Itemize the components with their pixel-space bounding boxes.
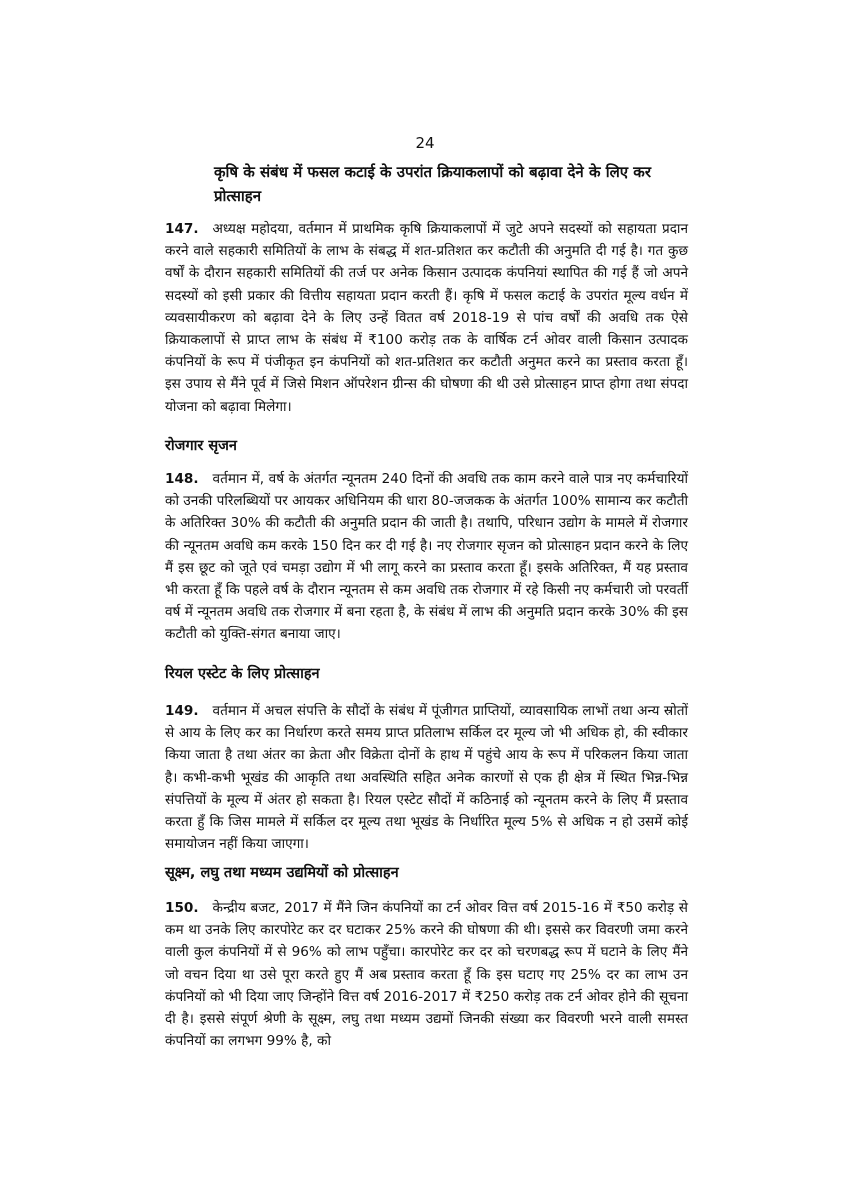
paragraph-text: केन्द्रीय बजट, 2017 में मैंने जिन कंपनियों का टर्न ओवर वित्त वर्ष 2015-16 में ₹50 करोड़ से कम था उनके लिए कारपोरेट कर दर घटाकर 25% करने की घोषणा की थी। इससे कर विवरणी जमा करने वाली कुल कंपनियों में से 96% को लाभ पहुँचा। कारपोरेट कर दर को चरणबद्ध रूप में घटाने के लिए मैंने जो वचन दिया था उसे पूरा करते हुए मैं अब प्रस्ताव करता हूँ कि इस घटाए गए 25% दर का लाभ उन कंपनियों को भी दिया जाए जिन्होंने वित्त वर्ष 2016-2017 में ₹250 करोड़ तक टर्न ओवर होने की सूचना दी है। इससे संपूर्ण श्रेणी के सूक्ष्म, लघु तथा मध्यम उद्यमों जिनकी संख्या कर विवरणी भरने वाली समस्त कंपनियों का लगभग 99% है, को: [165, 900, 688, 1050]
paragraph-number: 147.: [165, 221, 199, 237]
paragraph-number: 148.: [165, 471, 199, 487]
paragraph-text: अध्यक्ष महोदया, वर्तमान में प्राथमिक कृषि क्रियाकलापों में जुटे अपने सदस्यों को सहायता प्रदान करने वाले सहकारी समितियों के लाभ के संबद्ध में शत-प्रतिशत कर कटौती की अनुमति दी गई है। गत कुछ वर्षों के दौरान सहकारी समितियों की तर्ज पर अनेक किसान उत्पादक कंपनियां स्थापित की गई हैं जो अपने सदस्यों को इसी प्रकार की वित्तीय सहायता प्रदान करती हैं। कृषि में फसल कटाई के उपरांत मूल्य वर्धन में व्यवसायीकरण को बढ़ावा देने के लिए उन्हें वितत वर्ष 2018-19 से पांच वर्षों की अवधि तक ऐसे क्रियाकलापों से प्राप्त लाभ के संबंध में ₹100 करोड़ तक के वार्षिक टर्न ओवर वाली किसान उत्पादक कंपनियों के रूप में पंजीकृत इन कंपनियों को शत-प्रतिशत कर कटौती अनुमत करने का प्रस्ताव करता हूँ। इस उपाय से मैंने पूर्व में जिसे मिशन ऑपरेशन ग्रीन्स की घोषणा की थी उसे प्रोत्साहन प्राप्त होगा तथा संपदा योजना को बढ़ावा मिलेगा।: [165, 221, 688, 415]
paragraph-number: 149.: [165, 703, 199, 719]
page-number: 24: [415, 134, 435, 152]
paragraph-148: [165, 468, 688, 646]
section-heading-msme: सूक्ष्म, लघु तथा मध्यम उद्यमियों को प्रोत्साहन: [165, 865, 399, 881]
section-heading-employment: रोजगार सृजन: [165, 438, 237, 454]
paragraph-number: 150.: [165, 900, 199, 916]
paragraph-150: [165, 897, 688, 1052]
paragraph-text: वर्तमान में अचल संपत्ति के सौदों के संबंध में पूंजीगत प्राप्तियों, व्यावसायिक लाभों तथा अन्य स्रोतों से आय के लिए कर का निर्धारण करते समय प्राप्त प्रतिलाभ सर्किल दर मूल्य जो भी अधिक हो, की स्वीकार किया जाता है तथा अंतर का क्रेता और विक्रेता दोनों के हाथ में पहुंचे आय के रूप में परिकलन किया जाता है। कभी-कभी भूखंड की आकृति तथा अवस्थिति सहित अनेक कारणों से एक ही क्षेत्र में स्थित भिन्न-भिन्न संपत्तियों के मूल्य में अंतर हो सकता है। रियल एस्टेट सौदों में कठिनाई को न्यूनतम करने के लिए मैं प्रस्ताव करता हुँ कि जिस मामले में सर्किल दर मूल्य तथा भूखंड के निर्धारित मूल्य 5% से अधिक न हो उसमें कोई समायोजन नहीं किया जाएगा।: [165, 703, 688, 853]
paragraph-text: वर्तमान में, वर्ष के अंतर्गत न्यूनतम 240 दिनों की अवधि तक काम करने वाले पात्र नए कर्मचारियों को उनकी परिलब्धियों पर आयकर अधिनियम की धारा 80-जजकक के अंतर्गत 100% सामान्य कर कटौती के अतिरिक्त 30% की कटौती की अनुमति प्रदान की जाती है। तथापि, परिधान उद्योग के मामले में रोजगार की न्यूनतम अवधि कम करके 150 दिन कर दी गई है। नए रोजगार सृजन को प्रोत्साहन प्रदान करने के लिए मैं इस छूट को जूते एवं चमड़ा उद्योग में भी लागू करने का प्रस्ताव करता हूँ। इसके अतिरिक्त, मैं यह प्रस्ताव भी करता हूँ कि पहले वर्ष के दौरान न्यूनतम से कम अवधि तक रोजगार में रहे किसी नए कर्मचारी जो परवर्ती वर्ष में न्यूनतम अवधि तक रोजगार में बना रहता है, के संबंध में लाभ की अनुमति प्रदान करके 30% की इस कटौती को युक्ति-संगत बनाया जाए।: [165, 471, 688, 643]
document-title: कृषि के संबंध में फसल कटाई के उपरांत क्रियाकलापों को बढ़ावा देने के लिए कर प्रोत्साहन: [214, 163, 651, 205]
paragraph-147: [165, 218, 688, 418]
section-heading-real-estate: रियल एस्टेट के लिए प्रोत्साहन: [165, 666, 320, 682]
paragraph-149: [165, 700, 688, 855]
